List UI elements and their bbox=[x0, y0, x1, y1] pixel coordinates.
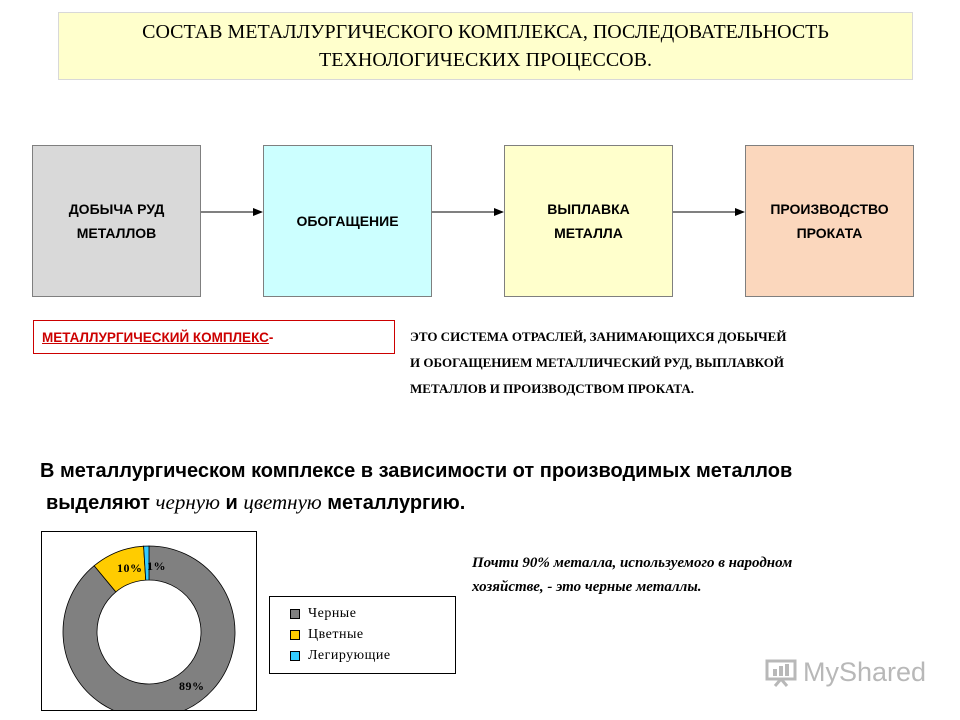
definition-term: МЕТАЛЛУРГИЧЕСКИЙ КОМПЛЕКС bbox=[42, 329, 269, 345]
definition-line: ЭТО СИСТЕМА ОТРАСЛЕЙ, ЗАНИМАЮЩИХСЯ ДОБЫЧЕЙ bbox=[410, 329, 787, 344]
intro-text-part: и bbox=[219, 492, 244, 514]
intro-text-part: выделяют bbox=[46, 492, 156, 514]
presentation-icon bbox=[765, 657, 797, 687]
legend-label: Легирующие bbox=[308, 647, 391, 663]
term-nonferrous: цветную bbox=[243, 490, 322, 514]
step-rolling: ПРОИЗВОДСТВО ПРОКАТА bbox=[745, 145, 914, 297]
legend-swatch-nonferrous-metals bbox=[290, 630, 300, 640]
note-line-2: хозяйстве, - это черные металлы. bbox=[472, 579, 702, 595]
legend-swatch-alloying-metals bbox=[290, 651, 300, 661]
legend-label: Цветные bbox=[308, 626, 364, 642]
definition-term-box bbox=[33, 320, 395, 354]
note-text bbox=[472, 551, 942, 599]
definition-line: МЕТАЛЛОВ И ПРОИЗВОДСТВОМ ПРОКАТА. bbox=[410, 381, 695, 396]
doughnut-chart-frame bbox=[41, 531, 257, 711]
term-ferrous: черную bbox=[155, 490, 220, 514]
legend-item bbox=[290, 603, 455, 624]
slide-title-text: СОСТАВ МЕТАЛЛУРГИЧЕСКОГО КОМПЛЕКСА, ПОСЛЕДОВАТЕЛЬНОСТЬ ТЕХНОЛОГИЧЕСКИХ ПРОЦЕССОВ. bbox=[142, 21, 829, 71]
note-line-1: Почти 90% металла, используемого в народном bbox=[472, 555, 793, 571]
intro-line-1: В металлургическом комплексе в зависимости от производимых металлов bbox=[40, 460, 793, 482]
legend-item bbox=[290, 624, 455, 645]
step-enrichment: ОБОГАЩЕНИЕ bbox=[263, 145, 432, 297]
intro-text bbox=[40, 456, 950, 519]
legend-label: Черные bbox=[308, 605, 357, 621]
definition-dash: - bbox=[268, 329, 274, 345]
step-smelting: ВЫПЛАВКА МЕТАЛЛА bbox=[504, 145, 673, 297]
watermark-logo bbox=[765, 652, 935, 692]
doughnut-data-label: 89% bbox=[179, 679, 205, 693]
intro-line-2 bbox=[40, 487, 950, 519]
doughnut-data-label: 10% bbox=[117, 561, 143, 575]
chart-legend bbox=[269, 596, 456, 674]
legend-swatch-black-metals bbox=[290, 609, 300, 619]
definition-text bbox=[410, 324, 955, 402]
doughnut-chart bbox=[42, 532, 256, 710]
definition-line: И ОБОГАЩЕНИЕМ МЕТАЛЛИЧЕСКИЙ РУД, ВЫПЛАВКОЙ bbox=[410, 355, 784, 370]
watermark-text: MyShared bbox=[803, 656, 927, 687]
doughnut-data-label: 1% bbox=[147, 559, 166, 573]
legend-item bbox=[290, 645, 455, 666]
intro-text-part: металлургию. bbox=[321, 492, 466, 514]
step-ore-mining: ДОБЫЧА РУД МЕТАЛЛОВ bbox=[32, 145, 201, 297]
